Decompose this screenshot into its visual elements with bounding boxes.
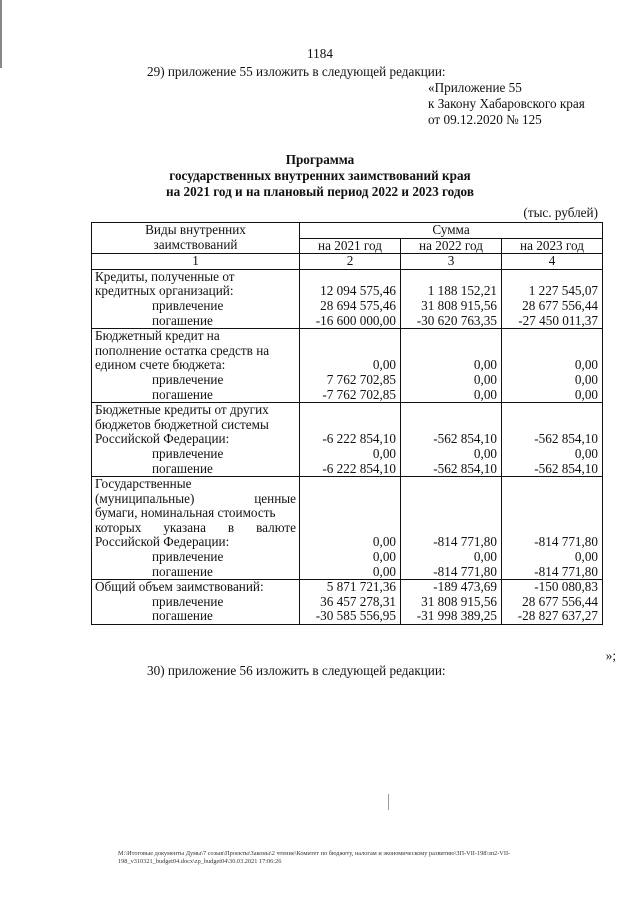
repay-2022: -30 620 763,35 xyxy=(401,314,502,329)
table-row xyxy=(92,358,603,373)
repay-label: погашение xyxy=(92,565,300,580)
units-label: (тыс. рублей) xyxy=(523,205,598,220)
section-total-2021: 5 871 721,36 xyxy=(300,580,401,595)
section-label-line: Государственные xyxy=(92,477,300,492)
document-subtitle: государственных внутренних заимствований края xyxy=(169,168,471,183)
repay-label: погашение xyxy=(92,314,300,329)
attract-2021: 36 457 278,31 xyxy=(300,595,401,610)
section-total-2022: -562 854,10 xyxy=(401,432,502,447)
header-row xyxy=(92,238,603,254)
attract-2022: 0,00 xyxy=(401,373,502,388)
table-row xyxy=(92,314,603,329)
table-row xyxy=(92,609,603,624)
repay-2021: -7 762 702,85 xyxy=(300,388,401,403)
section-total-2021: 12 094 575,46 xyxy=(300,284,401,299)
section-label-line: Российской Федерации: xyxy=(92,535,300,550)
table-row xyxy=(92,403,603,418)
attract-label: привлечение xyxy=(92,299,300,314)
section-total-2021: -6 222 854,10 xyxy=(300,432,401,447)
column-number: 2 xyxy=(300,254,401,270)
repay-2023: -562 854,10 xyxy=(502,462,603,477)
attract-2021: 7 762 702,85 xyxy=(300,373,401,388)
table-row xyxy=(92,388,603,403)
table-row xyxy=(92,373,603,388)
table-row xyxy=(92,344,603,359)
attract-label: привлечение xyxy=(92,595,300,610)
column-number: 3 xyxy=(401,254,502,270)
repay-2022: -31 998 389,25 xyxy=(401,609,502,624)
header-row xyxy=(92,223,603,239)
document-path-footer: M:\Итоговые документы Думы\7 созыв\Проекты\Законы\2 чтение\Комитет по бюджету, налогам и экономическому развитию\ЗП-VII-198\зп2-VII-198_v310321_budget04.docx\zp_budget04\30.03.2021 17:06:26 xyxy=(118,850,511,865)
attract-2023: 28 677 556,44 xyxy=(502,299,603,314)
table-row xyxy=(92,329,603,344)
next-amendment-line: 30) приложение 56 изложить в следующей редакции: xyxy=(147,663,446,678)
table-row xyxy=(92,521,603,536)
column-number: 1 xyxy=(92,254,300,270)
scan-artifact xyxy=(388,794,389,810)
attract-2023: 28 677 556,44 xyxy=(502,595,603,610)
section-total-2023: -562 854,10 xyxy=(502,432,603,447)
section-label-line: бюджетов бюджетной системы xyxy=(92,418,300,433)
table-row xyxy=(92,447,603,462)
section-total-2022: 1 188 152,21 xyxy=(401,284,502,299)
table-row xyxy=(92,284,603,299)
amendment-line: 29) приложение 55 изложить в следующей редакции: xyxy=(147,64,446,79)
repay-label: погашение xyxy=(92,462,300,477)
header-2022: на 2022 год xyxy=(401,238,502,254)
repay-2021: 0,00 xyxy=(300,565,401,580)
header-types-line1: Виды внутренних xyxy=(92,223,300,239)
table-row xyxy=(92,418,603,433)
repay-2023: -28 827 637,27 xyxy=(502,609,603,624)
section-total-2022: -814 771,80 xyxy=(401,535,502,550)
repay-2021: -16 600 000,00 xyxy=(300,314,401,329)
attract-label: привлечение xyxy=(92,447,300,462)
section-label-line: Кредиты, полученные от xyxy=(92,269,300,284)
section-total-2021: 0,00 xyxy=(300,358,401,373)
section-label-line: Бюджетные кредиты от других xyxy=(92,403,300,418)
section-label-line: кредитных организаций: xyxy=(92,284,300,299)
repay-label: погашение xyxy=(92,388,300,403)
section-label-line: пополнение остатка средств на xyxy=(92,344,300,359)
attract-2022: 31 808 915,56 xyxy=(401,595,502,610)
attract-2022: 0,00 xyxy=(401,550,502,565)
section-label-line: бумаги, номинальная стоимость xyxy=(92,506,300,521)
closing-quote-mark: »; xyxy=(605,648,616,663)
table-row xyxy=(92,550,603,565)
repay-2023: -27 450 011,37 xyxy=(502,314,603,329)
attract-2021: 0,00 xyxy=(300,550,401,565)
scan-edge-mark xyxy=(0,0,2,38)
repay-2023: -814 771,80 xyxy=(502,565,603,580)
section-total-2023: -814 771,80 xyxy=(502,535,603,550)
page-number: 1184 xyxy=(307,46,333,61)
table-row xyxy=(92,580,603,595)
header-2021: на 2021 год xyxy=(300,238,401,254)
section-label-line: (муниципальные) ценные xyxy=(92,492,300,507)
table-row xyxy=(92,432,603,447)
repay-2022: 0,00 xyxy=(401,388,502,403)
appendix-note-line1: «Приложение 55 xyxy=(428,80,522,95)
table-row xyxy=(92,299,603,314)
repay-2021: -6 222 854,10 xyxy=(300,462,401,477)
table-row xyxy=(92,492,603,507)
attract-2022: 0,00 xyxy=(401,447,502,462)
document-title: Программа xyxy=(285,152,355,167)
section-total-2023: -150 080,83 xyxy=(502,580,603,595)
section-label-line: которых указана в валюте xyxy=(92,521,300,536)
table-row xyxy=(92,506,603,521)
section-total-2021: 0,00 xyxy=(300,535,401,550)
section-total-2023: 0,00 xyxy=(502,358,603,373)
column-number-row xyxy=(92,254,603,270)
header-2023: на 2023 год xyxy=(502,238,603,254)
section-label-line: едином счете бюджета: xyxy=(92,358,300,373)
borrowing-program-table xyxy=(91,222,603,625)
attract-label: привлечение xyxy=(92,550,300,565)
section-label-line: Общий объем заимствований: xyxy=(92,580,300,595)
section-total-2022: -189 473,69 xyxy=(401,580,502,595)
header-types-line2: заимствований xyxy=(92,238,300,254)
table-row xyxy=(92,462,603,477)
table-row xyxy=(92,477,603,492)
repay-2023: 0,00 xyxy=(502,388,603,403)
attract-2023: 0,00 xyxy=(502,373,603,388)
section-label-line: Бюджетный кредит на xyxy=(92,329,300,344)
appendix-note-line2: к Закону Хабаровского края xyxy=(428,96,585,111)
attract-label: привлечение xyxy=(92,373,300,388)
section-label-line: Российской Федерации: xyxy=(92,432,300,447)
repay-2022: -562 854,10 xyxy=(401,462,502,477)
table-row xyxy=(92,595,603,610)
table-row xyxy=(92,565,603,580)
appendix-note-line3: от 09.12.2020 № 125 xyxy=(428,112,542,127)
table-row xyxy=(92,269,603,284)
attract-2021: 28 694 575,46 xyxy=(300,299,401,314)
repay-label: погашение xyxy=(92,609,300,624)
attract-2021: 0,00 xyxy=(300,447,401,462)
column-number: 4 xyxy=(502,254,603,270)
repay-2022: -814 771,80 xyxy=(401,565,502,580)
table-row xyxy=(92,535,603,550)
section-total-2023: 1 227 545,07 xyxy=(502,284,603,299)
repay-2021: -30 585 556,95 xyxy=(300,609,401,624)
section-total-2022: 0,00 xyxy=(401,358,502,373)
attract-2023: 0,00 xyxy=(502,447,603,462)
document-period: на 2021 год и на плановый период 2022 и 2023 годов xyxy=(166,184,474,199)
attract-2022: 31 808 915,56 xyxy=(401,299,502,314)
attract-2023: 0,00 xyxy=(502,550,603,565)
header-sum: Сумма xyxy=(300,223,603,239)
